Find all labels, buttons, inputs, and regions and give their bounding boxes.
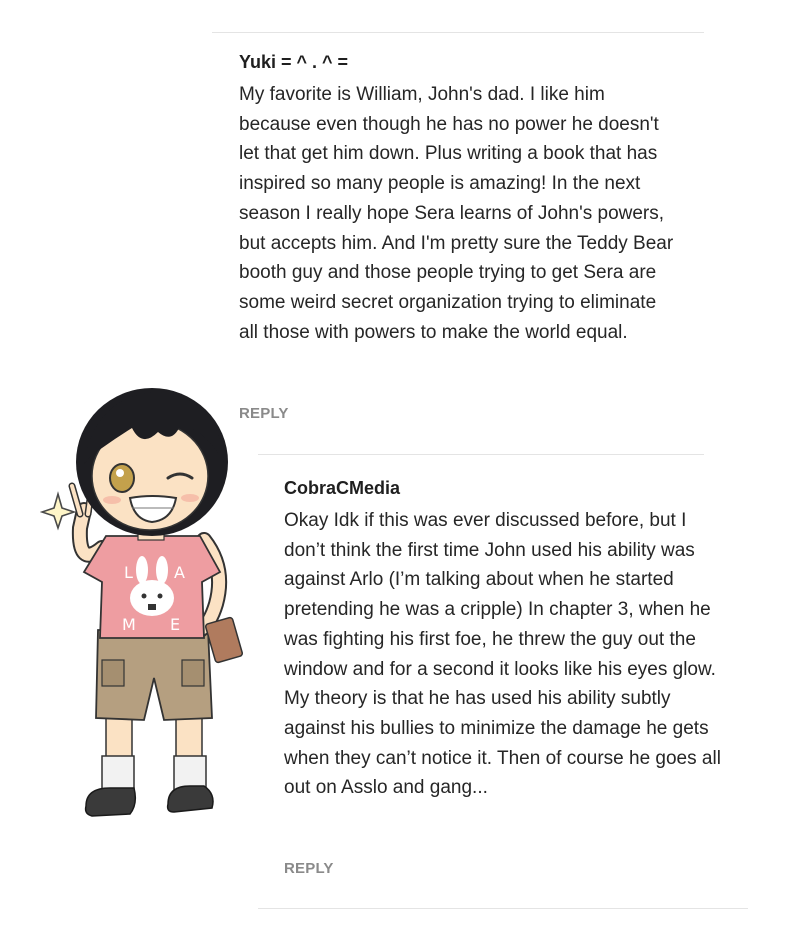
comment-yuki <box>239 50 679 347</box>
top-divider <box>212 32 704 33</box>
reply-button[interactable]: REPLY <box>284 860 334 877</box>
reply-divider <box>258 454 704 455</box>
comment-cobracmedia <box>284 476 724 803</box>
reply-button[interactable]: REPLY <box>239 405 289 422</box>
svg-text:A: A <box>174 563 185 582</box>
chibi-character-sticker <box>40 368 265 833</box>
sparkle-icon <box>42 494 74 528</box>
svg-text:M: M <box>122 615 136 634</box>
svg-text:L: L <box>124 563 133 582</box>
bottom-divider <box>258 908 748 909</box>
comment-body: Okay Idk if this was ever discussed before, but I don’t think the first time John used his ability was against Arlo (I’m talking about when he started pretending he was a cripple) In chapter 3, when he was fighting his first foe, he threw the guy out the window and for a second it looks like his eyes glow. My theory is that he has used his ability subtly against his bullies to minimize the damage he gets when they can’t notice it. Then of course he goes all out on Asslo and gang... <box>284 510 721 799</box>
comment-author: Yuki = ^ . ^ = <box>239 52 349 72</box>
comment-body: My favorite is William, John's dad. I like him because even though he has no power he doesn't let that get him down. Plus writing a book that has inspired so many people is amazing! In the next season I really hope Sera learns of John's powers, but accepts him. And I'm pretty sure the Teddy Bear booth guy and those people trying to get Sera are some weird secret organization trying to eliminate all those with powers to make the world equal. <box>239 84 674 343</box>
comment-author: CobraCMedia <box>284 478 401 498</box>
svg-text:E: E <box>170 615 181 634</box>
